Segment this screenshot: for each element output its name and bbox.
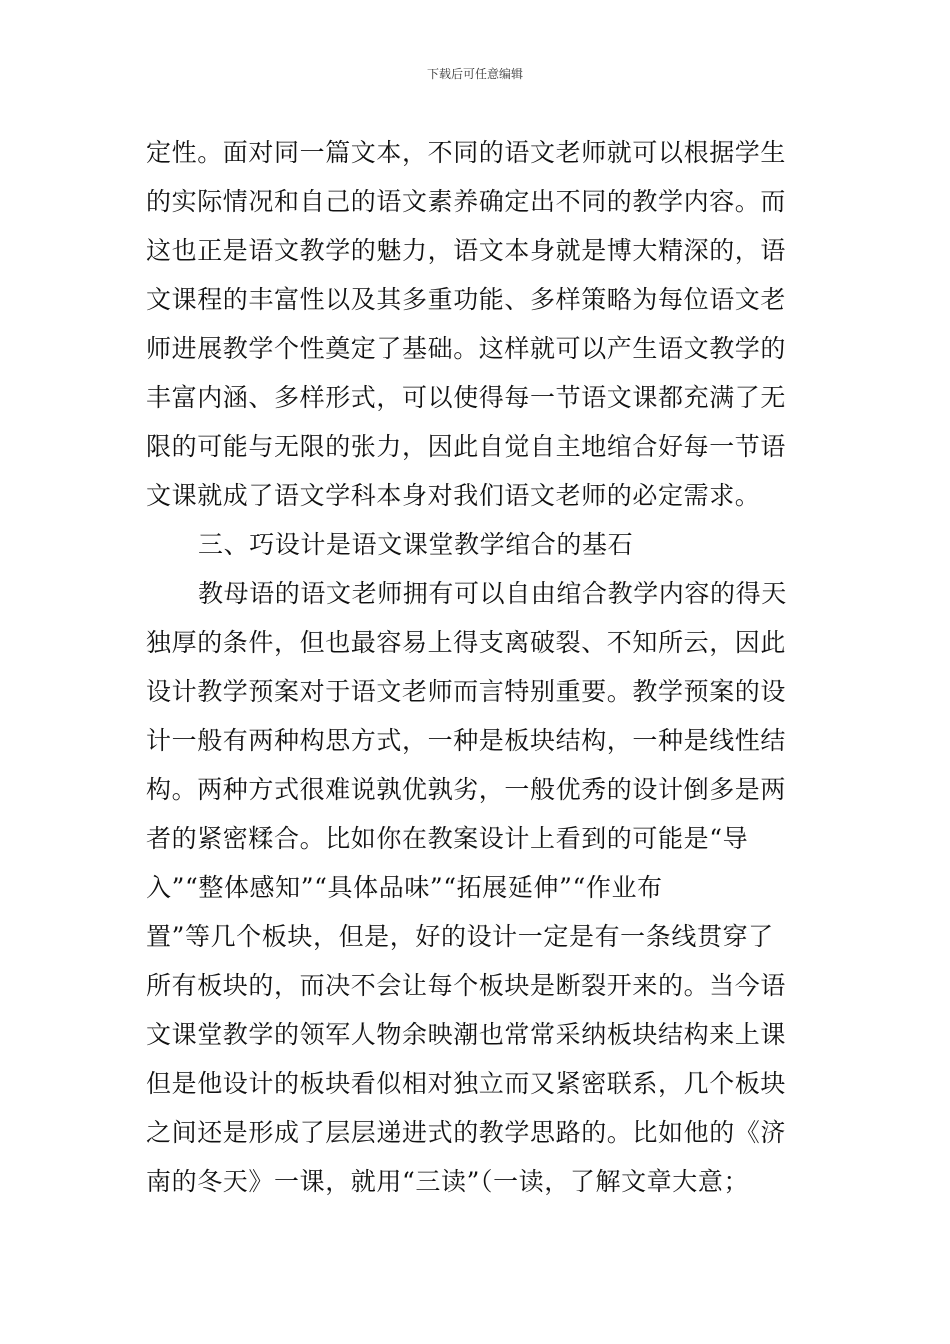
document-body — [146, 128, 806, 1206]
section-heading: 三、巧设计是语文课堂教学绾合的基石 — [198, 530, 634, 559]
text-line: 文课程的丰富性以及其多重功能、多样策略为每位语文老 — [146, 285, 787, 314]
text-line: 这也正是语文教学的魅力，语文本身就是博大精深的，语 — [146, 236, 787, 265]
text-line: 入”“整体感知”“具体品味”“拓展延伸”“作业布 — [146, 873, 663, 902]
text-line: 独厚的条件，但也最容易上得支离破裂、不知所云，因此 — [146, 628, 787, 657]
text-line: 计一般有两种构思方式，一种是板块结构，一种是线性结 — [146, 726, 787, 755]
text-line: 文课堂教学的领军人物余映潮也常常采纳板块结构来上课 — [146, 1020, 787, 1049]
text-line: 构。两种方式很难说孰优孰劣，一般优秀的设计倒多是两 — [146, 775, 787, 804]
text-line: 南的冬天》一课，就用“三读”（一读，了解文章大意； — [146, 1167, 750, 1196]
text-line: 丰富内涵、多样形式，可以使得每一节语文课都充满了无 — [146, 383, 787, 412]
text-line: 设计教学预案对于语文老师而言特别重要。教学预案的设 — [146, 677, 787, 706]
text-line: 文课就成了语文学科本身对我们语文老师的必定需求。 — [146, 481, 761, 510]
text-line: 置”等几个板块，但是，好的设计一定是有一条线贯穿了 — [146, 922, 774, 951]
text-line: 但是他设计的板块看似相对独立而又紧密联系，几个板块 — [146, 1069, 787, 1098]
text-line: 之间还是形成了层层递进式的教学思路的。比如他的《济 — [146, 1118, 787, 1147]
text-line: 者的紧密糅合。比如你在教案设计上看到的可能是“导 — [146, 824, 749, 853]
text-line: 的实际情况和自己的语文素养确定出不同的教学内容。而 — [146, 187, 787, 216]
text-line: 限的可能与无限的张力，因此自觉自主地绾合好每一节语 — [146, 432, 787, 461]
page-header: 下载后可任意编辑 — [426, 67, 523, 81]
text-line: 教母语的语文老师拥有可以自由绾合教学内容的得天 — [198, 579, 787, 608]
text-line: 定性。面对同一篇文本，不同的语文老师就可以根据学生 — [146, 138, 787, 167]
text-line: 师进展教学个性奠定了基础。这样就可以产生语文教学的 — [146, 334, 787, 363]
text-line: 所有板块的，而决不会让每个板块是断裂开来的。当今语 — [146, 971, 787, 1000]
